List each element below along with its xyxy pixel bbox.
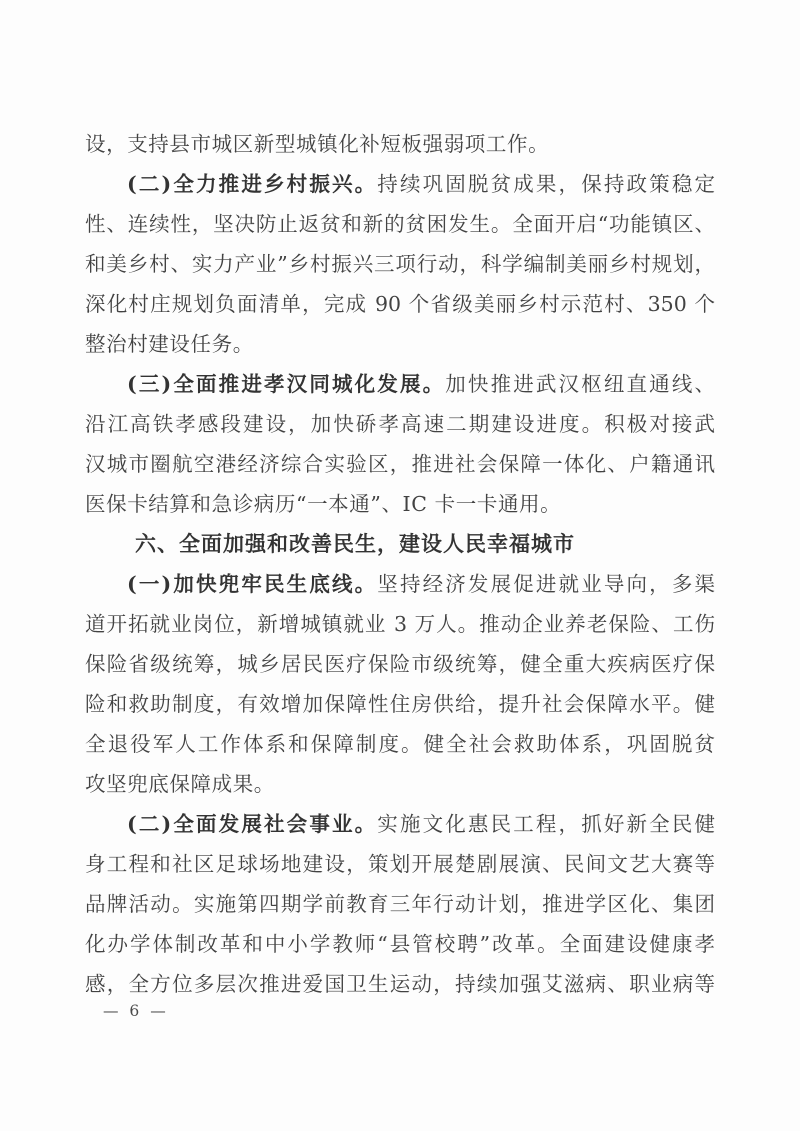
text-line: [85, 164, 715, 204]
text-line: [85, 564, 715, 604]
text-line: [85, 124, 715, 164]
text-segment: 险和救助制度，有效增加保障性住房供给，提升社会保障水平。健: [85, 692, 715, 716]
text-line: [85, 364, 715, 404]
text-line: [85, 204, 715, 244]
emphasis-text-segment: (二)全力推进乡村振兴。: [127, 172, 378, 196]
text-segment: 汉城市圈航空港经济综合实验区，推进社会保障一体化、户籍通讯: [85, 452, 715, 476]
text-line: [85, 964, 715, 1004]
document-body: [85, 124, 715, 1004]
text-segment: 设，支持县市城区新型城镇化补短板强弱项工作。: [85, 132, 550, 156]
text-line: [85, 324, 715, 364]
text-segment: 全退役军人工作体系和保障制度。健全社会救助体系，巩固脱贫: [85, 732, 715, 756]
emphasis-text-segment: 六、全面加强和改善民生，建设人民幸福城市: [135, 532, 575, 556]
emphasis-text-segment: (三)全面推进孝汉同城化发展。: [127, 372, 446, 396]
text-line: [85, 604, 715, 644]
section-heading: [85, 524, 715, 564]
text-segment: 整治村建设任务。: [85, 332, 254, 356]
text-line: [85, 644, 715, 684]
text-line: [85, 404, 715, 444]
emphasis-text-segment: (二)全面发展社会事业。: [127, 812, 378, 836]
text-line: [85, 724, 715, 764]
text-segment: 道开拓就业岗位，新增城镇就业 3 万人。推动企业养老保险、工伤: [85, 612, 715, 636]
text-segment: 持续巩固脱贫成果，保持政策稳定: [377, 172, 715, 196]
text-line: [85, 804, 715, 844]
text-line: [85, 764, 715, 804]
text-line: [85, 684, 715, 724]
text-line: [85, 844, 715, 884]
text-segment: 坚持经济发展促进就业导向，多渠: [377, 572, 715, 596]
text-segment: 和美乡村、实力产业”乡村振兴三项行动，科学编制美丽乡村规划，: [85, 252, 715, 276]
text-line: [85, 244, 715, 284]
text-segment: 医保卡结算和急诊病历“一本通”、IC 卡一卡通用。: [85, 492, 562, 516]
text-line: [85, 444, 715, 484]
text-segment: 化办学体制改革和中小学教师“县管校聘”改革。全面建设健康孝: [85, 932, 715, 956]
text-line: [85, 484, 715, 524]
page-number: — 6 —: [103, 1002, 169, 1020]
text-segment: 性、连续性，坚决防止返贫和新的贫困发生。全面开启“功能镇区、: [85, 212, 715, 236]
text-line: [85, 884, 715, 924]
text-segment: 品牌活动。实施第四期学前教育三年行动计划，推进学区化、集团: [85, 892, 715, 916]
text-segment: 深化村庄规划负面清单，完成 90 个省级美丽乡村示范村、350 个: [85, 292, 715, 316]
text-segment: 保险省级统筹，城乡居民医疗保险市级统筹，健全重大疾病医疗保: [85, 652, 715, 676]
emphasis-text-segment: (一)加快兜牢民生底线。: [127, 572, 378, 596]
text-segment: 加快推进武汉枢纽直通线、: [445, 372, 715, 396]
text-line: [85, 924, 715, 964]
text-segment: 沿江高铁孝感段建设，加快硚孝高速二期建设进度。积极对接武: [85, 412, 715, 436]
text-segment: 攻坚兜底保障成果。: [85, 772, 275, 796]
text-segment: 身工程和社区足球场地建设，策划开展楚剧展演、民间文艺大赛等: [85, 852, 715, 876]
text-segment: 感，全方位多层次推进爱国卫生运动，持续加强艾滋病、职业病等: [85, 972, 715, 996]
text-line: [85, 284, 715, 324]
text-segment: 实施文化惠民工程，抓好新全民健: [377, 812, 715, 836]
